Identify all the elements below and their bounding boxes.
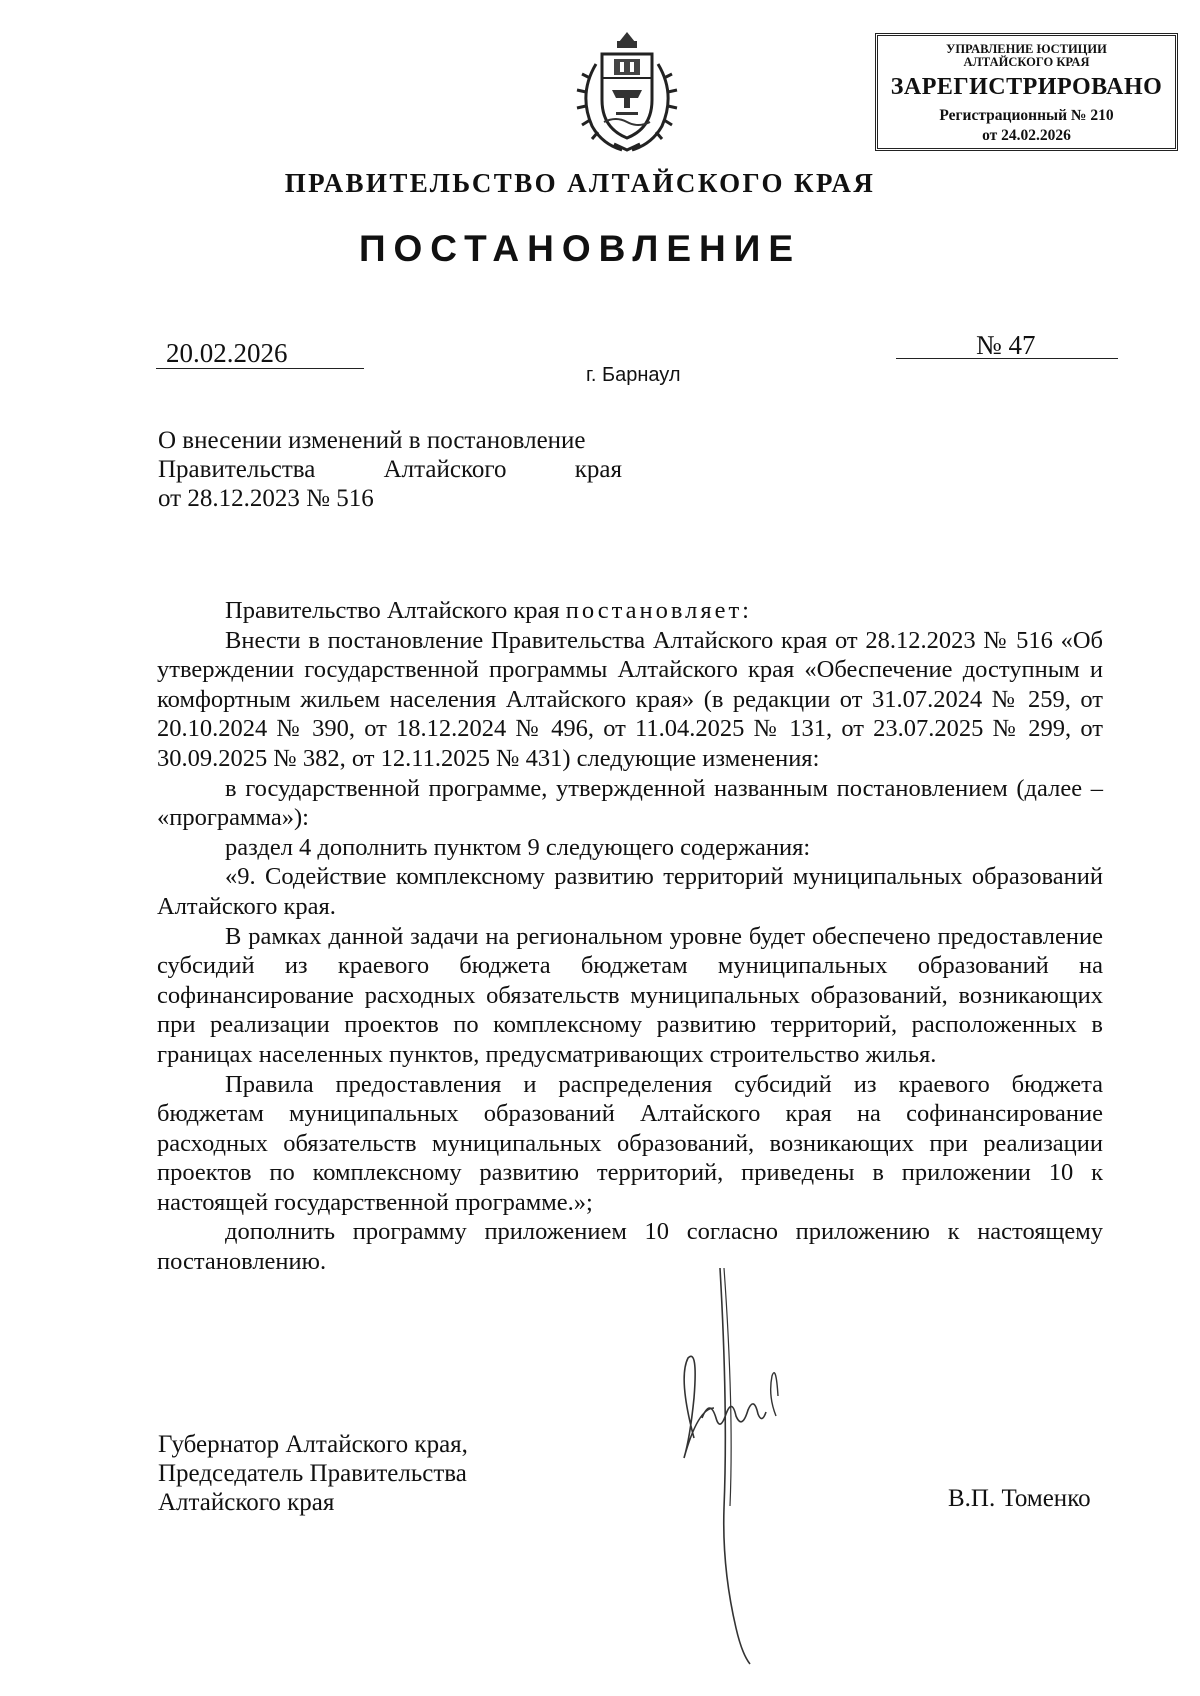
subject-word: Алтайского [383, 456, 507, 483]
signatory-title [158, 1430, 468, 1517]
stamp-reg-date: от 24.02.2026 [982, 127, 1071, 144]
signatory-title-line: Алтайского края [158, 1489, 335, 1516]
body-paragraph: раздел 4 дополнить пунктом 9 следующего содержания: [225, 833, 811, 861]
subject-word: края [574, 456, 623, 483]
subject-line1: О внесении изменений в постановление [158, 427, 586, 454]
document-number: № 47 [976, 330, 1036, 360]
decree-verb: постановляет: [565, 597, 752, 624]
document-city: г. Барнаул [586, 364, 681, 386]
subject-line3: от 28.12.2023 № 516 [158, 485, 374, 512]
body-paragraph: в государственной программе, утвержденной названным постановлением (далее – «программа»): [157, 774, 1103, 832]
body-paragraph [157, 596, 1103, 626]
body-paragraph: Внести в постановление Правительства Алтайского края от 28.12.2023 № 516 «Об утверждении государственной программы Алтайского края «Обеспечение доступным и комфортным жильем населения Алтайского края» (в редакции от 31.07.2024 № 259, от 20.10.2024 № 390, от 18.12.2024 № 496, от 11.04.2025 № 131, от 23.07.2025 № 299, от 30.09.2025 № 382, от 12.11.2025 № 431) следующие изменения: [157, 626, 1103, 772]
registration-stamp [875, 33, 1178, 151]
coat-of-arms-icon [568, 26, 686, 156]
document-body [157, 596, 1103, 1277]
handwritten-signature [672, 1268, 822, 1668]
document-type: ПОСТАНОВЛЕНИЕ [358, 228, 802, 269]
signatory-title-line: Губернатор Алтайского края, [158, 1431, 468, 1458]
body-paragraph: «9. Содействие комплексному развитию территорий муниципальных образований Алтайского края. [157, 863, 1103, 920]
body-paragraph: Правила предоставления и распределения субсидий из краевого бюджета бюджетам муниципальных образований Алтайского края на софинансирование расходных обязательств муниципальных образований, возникающих при реализации проектов по комплексному развитию территорий, приведены в приложении 10 к настоящей государственной программе.»; [157, 1070, 1103, 1216]
body-paragraph: дополнить программу приложением 10 согласно приложению к настоящему постановлению. [157, 1218, 1103, 1276]
date-underline [156, 368, 364, 369]
document-date: 20.02.2026 [166, 338, 288, 368]
stamp-org-line1: УПРАВЛЕНИЕ ЮСТИЦИИ [946, 42, 1107, 56]
stamp-org-line2: АЛТАЙСКОГО КРАЯ [963, 55, 1090, 69]
signatory-name: В.П. Томенко [948, 1485, 1091, 1512]
government-title: ПРАВИТЕЛЬСТВО АЛТАЙСКОГО КРАЯ [284, 168, 876, 198]
subject-word: Правительства [158, 456, 316, 483]
stamp-reg-number: Регистрационный № 210 [939, 107, 1114, 124]
signatory-title-line: Председатель Правительства [158, 1460, 467, 1487]
subject-line2 [158, 455, 622, 484]
document-subject [158, 426, 622, 513]
number-underline [896, 358, 1118, 359]
stamp-status: ЗАРЕГИСТРИРОВАНО [890, 74, 1163, 100]
decree-lead: Правительство Алтайского края [225, 597, 566, 624]
body-paragraph: В рамках данной задачи на региональном уровне будет обеспечено предоставление субсидий из краевого бюджета бюджетам муниципальных образований на софинансирование расходных обязательств муниципальных образований, возникающих при реализации проектов по комплексному развитию территорий, расположенных в границах населенных пунктов, предусматривающих строительство жилья. [157, 922, 1103, 1068]
